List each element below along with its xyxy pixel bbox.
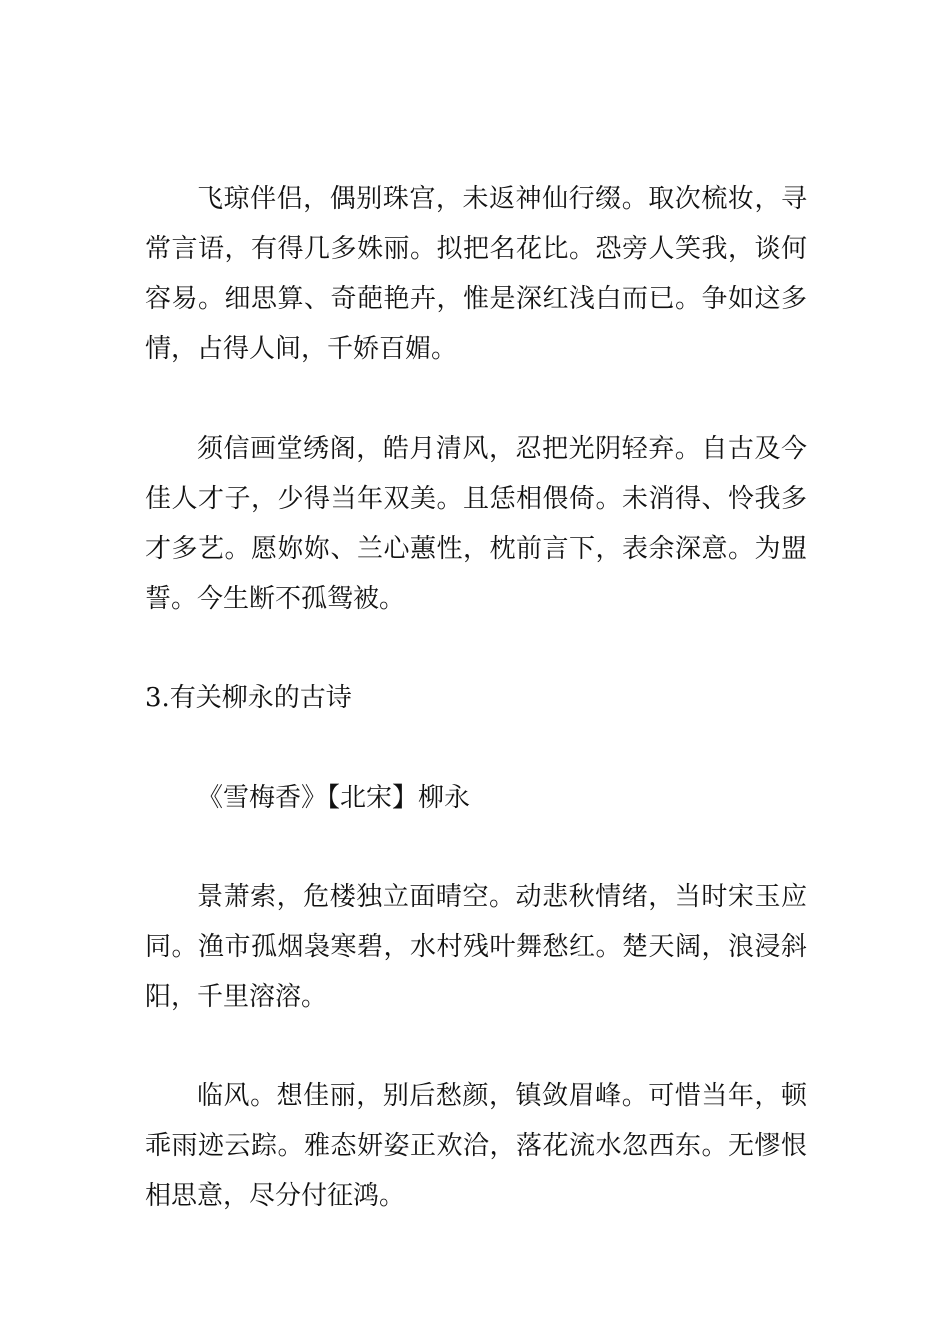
poem-title: 《雪梅香》【北宋】柳永 [197, 783, 471, 813]
paragraph-2: 须信画堂绣阁，皓月清风，忍把光阴轻弃。自古及今佳人才子，少得当年双美。且恁相偎倚。未消得、怜我多才多艺。愿妳妳、兰心蕙性，枕前言下，表余深意。为盟誓。今生断不孤鸳被。 [145, 434, 807, 614]
paragraph-2-block [145, 424, 807, 624]
poem-paragraph-2: 临风。想佳丽，别后愁颜，镇敛眉峰。可惜当年，顿乖雨迹云踪。雅态妍姿正欢洽，落花流水忽西东。无憀恨相思意，尽分付征鸿。 [145, 1081, 807, 1211]
section-heading-block [145, 673, 807, 723]
poem-paragraph-1-block [145, 872, 807, 1022]
poem-paragraph-1: 景萧索，危楼独立面晴空。动悲秋情绪，当时宋玉应同。渔市孤烟袅寒碧，水村残叶舞愁红。楚天阔，浪浸斜阳，千里溶溶。 [145, 882, 807, 1012]
paragraph-1: 飞琼伴侣，偶别珠宫，未返神仙行缀。取次梳妆，寻常言语，有得几多姝丽。拟把名花比。恐旁人笑我，谈何容易。细思算、奇葩艳卉，惟是深红浅白而已。争如这多情，占得人间，千娇百媚。 [145, 184, 807, 364]
section-heading: 3.有关柳永的古诗 [145, 683, 352, 713]
poem-title-block [145, 773, 807, 823]
poem-paragraph-2-block [145, 1071, 807, 1221]
paragraph-1-block [145, 174, 807, 374]
